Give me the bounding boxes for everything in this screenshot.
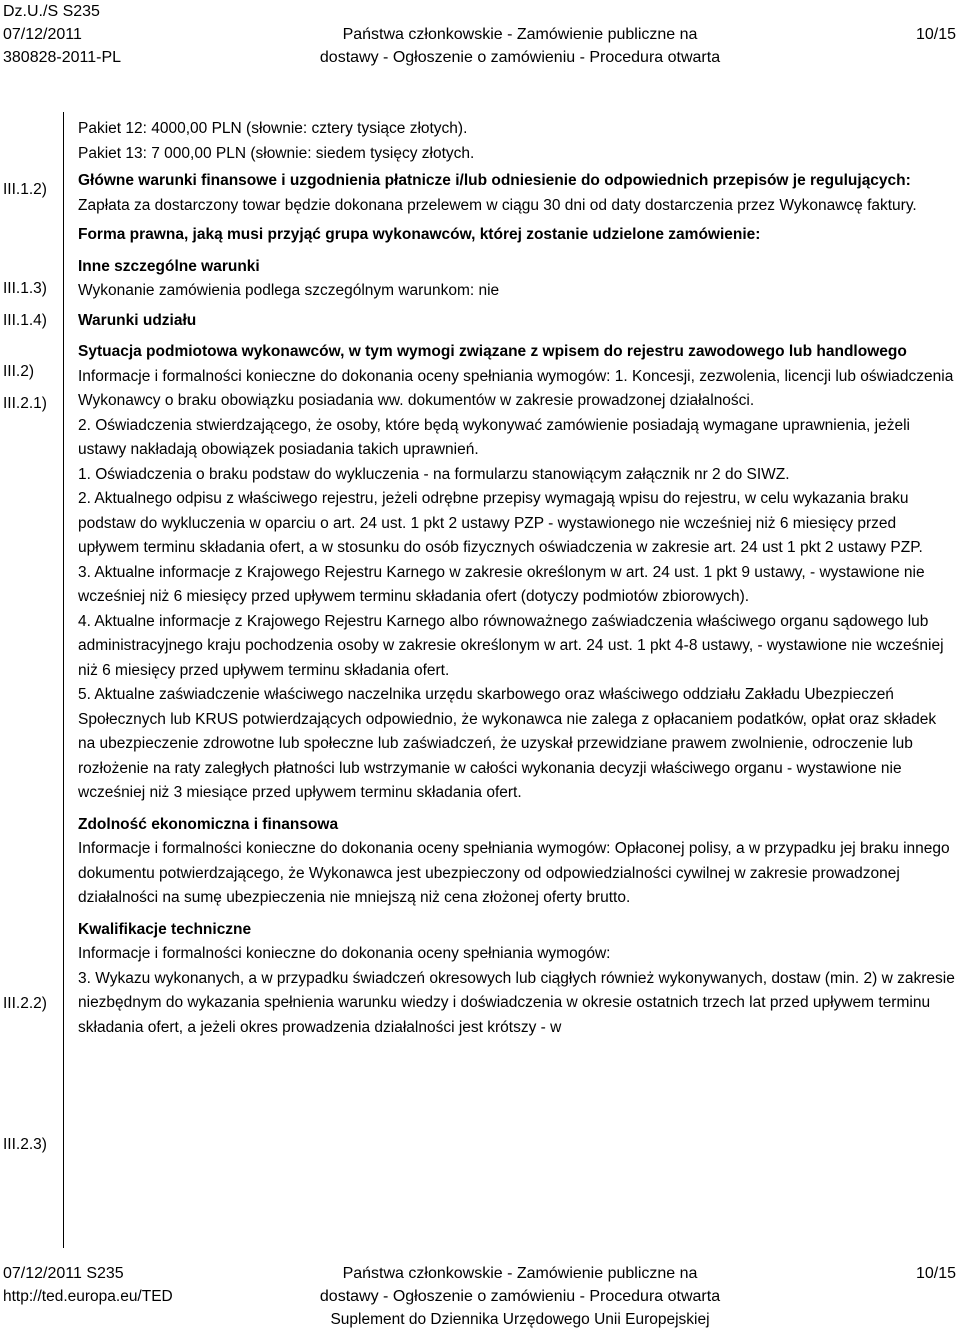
section-number: III.2.3) [3, 1136, 47, 1153]
notice-content [78, 117, 955, 1040]
paragraph: Informacje i formalności konieczne do dokonania oceny spełniania wymogów: Opłaconej polisy, a w przypadku jej braku innego dokumentu potwierdzającego, że Wykonawca jest ubezpieczony od odpowiedzialności cywilnej w zakresie prowadzonej działalności na sumę ubezpieczenia nie mniejszą niż cena złożonej oferty brutto. [78, 840, 950, 906]
footer-date-issue: 07/12/2011 S235 [3, 1265, 124, 1282]
section-number: III.2.2) [3, 995, 47, 1012]
heading-financial-conditions: Główne warunki finansowe i uzgodnienia płatnicze i/lub odniesienie do odpowiednich przepisów je regulujących: [78, 172, 911, 189]
footer-supplement: Suplement do Dziennika Urzędowego Unii Europejskiej [330, 1311, 710, 1328]
page-footer [0, 1262, 960, 1334]
footer-title-line1: Państwa członkowskie - Zamówienie publiczne na [342, 1265, 698, 1282]
section-divider-line [63, 112, 64, 1248]
paragraph: 3. Aktualne informacje z Krajowego Rejestru Karnego w zakresie określonym w art. 24 ust. 1 pkt 9 ustawy, - wystawione nie wcześniej niż 6 miesięcy przed upływem terminu składania ofert (dotyczy podmiotów zbiorowych). [78, 563, 925, 605]
header-title-line2: dostawy - Ogłoszenie o zamówieniu - Procedura otwarta [319, 49, 721, 66]
footer-page-number: 10/15 [915, 1265, 956, 1282]
footer-title-line2: dostawy - Ogłoszenie o zamówieniu - Procedura otwarta [319, 1288, 721, 1305]
heading-participation-conditions: Warunki udziału [78, 311, 197, 329]
heading-technical-capacity: Kwalifikacje techniczne [78, 920, 252, 938]
ted-link[interactable]: http://ted.europa.eu/TED [3, 1288, 173, 1305]
paragraph: Informacje i formalności konieczne do dokonania oceny spełniania wymogów: 1. Koncesji, zezwolenia, licencji lub oświadczenia Wykonawcy o braku obowiązku posiadania ww. dokumentów w zakresie prowadzonej działalności. [78, 367, 954, 409]
notice-number: 380828-2011-PL [3, 49, 122, 66]
section-number: III.2.1) [3, 395, 47, 412]
section-number: III.2) [3, 363, 35, 380]
paragraph: Pakiet 12: 4000,00 PLN (słownie: cztery tysiące złotych). [78, 120, 468, 137]
section-number: III.1.4) [3, 312, 47, 329]
paragraph: 1. Oświadczenia o braku podstaw do wykluczenia - na formularzu stanowiącym załącznik nr 2 do SIWZ. [78, 465, 790, 483]
footer-left [3, 1262, 173, 1310]
section-number: III.1.2) [3, 181, 47, 198]
heading-other-conditions: Inne szczególne warunki [78, 257, 260, 275]
paragraph: 2. Oświadczenia stwierdzającego, że osoby, które będą wykonywać zamówienie posiadają wymagane uprawnienia, jeżeli ustawy nakładają obowiązek posiadania takich uprawnień. [78, 416, 910, 458]
paragraph: 2. Aktualnego odpisu z właściwego rejestru, jeżeli odrębne przepisy wymagają wpisu do rejestru, w celu wykazania braku podstaw do wykluczenia w oparciu o art. 24 ust. 1 pkt 2 ustawy PZP - wystawionego nie wcześniej niż 6 miesięcy przed upływem terminu składania ofert, a w stosunku do osób fizycznych oświadczenia w zakresie art. 24 ust 1 pkt 2 ustawy PZP. [78, 490, 923, 556]
header-right [916, 0, 956, 46]
header-page-number: 10/15 [915, 26, 956, 43]
section-gutter [3, 0, 73, 1334]
publication-ref: Dz.U./S S235 [3, 3, 100, 20]
paragraph: 5. Aktualne zaświadczenie właściwego naczelnika urzędu skarbowego oraz właściwego oddziału Zakładu Ubezpieczeń Społecznych lub KRUS potwierdzających odpowiednio, że wykonawca nie zalega z opłacaniem podatków, opłat oraz składek na ubezpieczenie zdrowotne lub społeczne lub zaświadczeń, że uzyskał przewidziane prawem zwolnienie, odroczenie lub rozłożenie na raty zaległych płatności lub wstrzymanie w całości wykonania decyzji właściwego organu - wystawione nie wcześniej niż 3 miesiące przed upływem terminu składania ofert. [78, 686, 937, 801]
header-title-line1: Państwa członkowskie - Zamówienie publiczne na [342, 26, 698, 43]
header-center [190, 0, 850, 69]
paragraph: Wykonanie zamówienia podlega szczególnym warunkom: nie [78, 282, 500, 299]
paragraph: Zapłata za dostarczony towar będzie dokonana przelewem w ciągu 30 dni od daty dostarczenia przez Wykonawcę faktury. [78, 196, 917, 214]
section-number: III.1.3) [3, 280, 47, 297]
footer-center [190, 1262, 850, 1308]
publication-date: 07/12/2011 [3, 26, 82, 43]
heading-personal-situation: Sytuacja podmiotowa wykonawców, w tym wymogi związane z wpisem do rejestru zawodowego lub handlowego [78, 343, 907, 360]
paragraph: Pakiet 13: 7 000,00 PLN (słownie: siedem tysięcy złotych. [78, 144, 475, 162]
paragraph: 4. Aktualne informacje z Krajowego Rejestru Karnego albo równoważnego zaświadczenia właściwego organu sądowego lub administracyjnego kraju pochodzenia osoby w zakresie określonym w art. 24 ust. 1 pkt 4-8 ustawy, - wystawione nie wcześniej niż 6 miesięcy przed upływem terminu składania ofert. [78, 612, 944, 679]
footer-right [916, 1262, 956, 1285]
heading-legal-form: Forma prawna, jaką musi przyjąć grupa wykonawców, której zostanie udzielone zamówienie: [78, 226, 761, 243]
paragraph: 3. Wykazu wykonanych, a w przypadku świadczeń okresowych lub ciągłych również wykonywanych, dostaw (min. 2) w zakresie niezbędnym do wykazania spełnienia warunku wiedzy i doświadczenia w okresie ostatnich trzech lat przed upływem terminu składania ofert, a jeżeli okres prowadzenia działalności jest krótszy - w [78, 969, 955, 1036]
page-header [0, 0, 960, 70]
heading-economic-capacity: Zdolność ekonomiczna i finansowa [78, 815, 339, 833]
paragraph: Informacje i formalności konieczne do dokonania oceny spełniania wymogów: [78, 945, 611, 962]
